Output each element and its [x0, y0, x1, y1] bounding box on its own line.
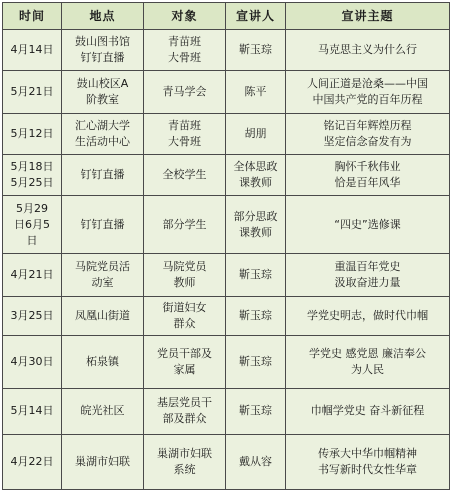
table-row — [3, 196, 450, 254]
cell-topic: 学党史明志，做时代巾帼 — [286, 296, 450, 335]
cell-audience: 基层党员干 部及群众 — [144, 389, 226, 434]
header-topic: 宣讲主题 — [286, 3, 450, 30]
cell-time: 4月14日 — [3, 30, 62, 71]
cell-audience: 全校学生 — [144, 155, 226, 196]
cell-speaker: 戴从容 — [226, 434, 286, 489]
cell-topic: 马克思主义为什么行 — [286, 30, 450, 71]
cell-audience: 部分学生 — [144, 196, 226, 254]
cell-place: 鼓山校区A 阶教室 — [62, 71, 144, 114]
cell-audience: 青苗班 大骨班 — [144, 114, 226, 155]
cell-topic: “四史”选修课 — [286, 196, 450, 254]
cell-topic: 重温百年党史 汲取奋进力量 — [286, 253, 450, 296]
cell-topic: 铭记百年辉煌历程 坚定信念奋发有为 — [286, 114, 450, 155]
cell-speaker: 靳玉琮 — [226, 296, 286, 335]
cell-speaker: 陈平 — [226, 71, 286, 114]
cell-topic: 巾帼学党史 奋斗新征程 — [286, 389, 450, 434]
table-row — [3, 434, 450, 489]
cell-place: 鼓山图书馆 钉钉直播 — [62, 30, 144, 71]
header-place: 地点 — [62, 3, 144, 30]
cell-place: 柘泉镇 — [62, 335, 144, 388]
cell-speaker: 胡朋 — [226, 114, 286, 155]
cell-speaker: 靳玉琮 — [226, 335, 286, 388]
cell-speaker: 靳玉琮 — [226, 30, 286, 71]
table-row — [3, 253, 450, 296]
cell-time: 5月21日 — [3, 71, 62, 114]
cell-time: 5月29 日6月5 日 — [3, 196, 62, 254]
cell-place: 钉钉直播 — [62, 196, 144, 254]
cell-time: 4月22日 — [3, 434, 62, 489]
table-row — [3, 114, 450, 155]
cell-place: 马院党员活 动室 — [62, 253, 144, 296]
cell-audience: 街道妇女 群众 — [144, 296, 226, 335]
cell-speaker: 靳玉琮 — [226, 389, 286, 434]
cell-speaker: 靳玉琮 — [226, 253, 286, 296]
cell-place: 汇心湖大学 生活动中心 — [62, 114, 144, 155]
cell-speaker: 部分思政 课教师 — [226, 196, 286, 254]
cell-time: 5月12日 — [3, 114, 62, 155]
table-row — [3, 335, 450, 388]
cell-speaker: 全体思政 课教师 — [226, 155, 286, 196]
header-row — [3, 3, 450, 30]
cell-place: 凤凰山街道 — [62, 296, 144, 335]
cell-time: 5月18日 5月25日 — [3, 155, 62, 196]
cell-audience: 巢湖市妇联 系统 — [144, 434, 226, 489]
cell-audience: 青马学会 — [144, 71, 226, 114]
table-row — [3, 155, 450, 196]
cell-time: 5月14日 — [3, 389, 62, 434]
cell-time: 4月21日 — [3, 253, 62, 296]
table-row — [3, 30, 450, 71]
table-row — [3, 389, 450, 434]
cell-time: 3月25日 — [3, 296, 62, 335]
table-row — [3, 296, 450, 335]
header-speaker: 宣讲人 — [226, 3, 286, 30]
cell-place: 钉钉直播 — [62, 155, 144, 196]
cell-time: 4月30日 — [3, 335, 62, 388]
table-row — [3, 71, 450, 114]
header-audience: 对象 — [144, 3, 226, 30]
cell-place: 皖光社区 — [62, 389, 144, 434]
cell-place: 巢湖市妇联 — [62, 434, 144, 489]
lecture-schedule-table — [2, 2, 450, 490]
cell-topic: 人间正道是沧桑——中国 中国共产党的百年历程 — [286, 71, 450, 114]
cell-topic: 胸怀千秋伟业 恰是百年风华 — [286, 155, 450, 196]
cell-audience: 党员干部及 家属 — [144, 335, 226, 388]
cell-topic: 传承大中华巾帼精神 书写新时代女性华章 — [286, 434, 450, 489]
cell-audience: 青苗班 大骨班 — [144, 30, 226, 71]
header-time: 时间 — [3, 3, 62, 30]
cell-audience: 马院党员 教师 — [144, 253, 226, 296]
cell-topic: 学党史 感党恩 廉洁奉公 为人民 — [286, 335, 450, 388]
